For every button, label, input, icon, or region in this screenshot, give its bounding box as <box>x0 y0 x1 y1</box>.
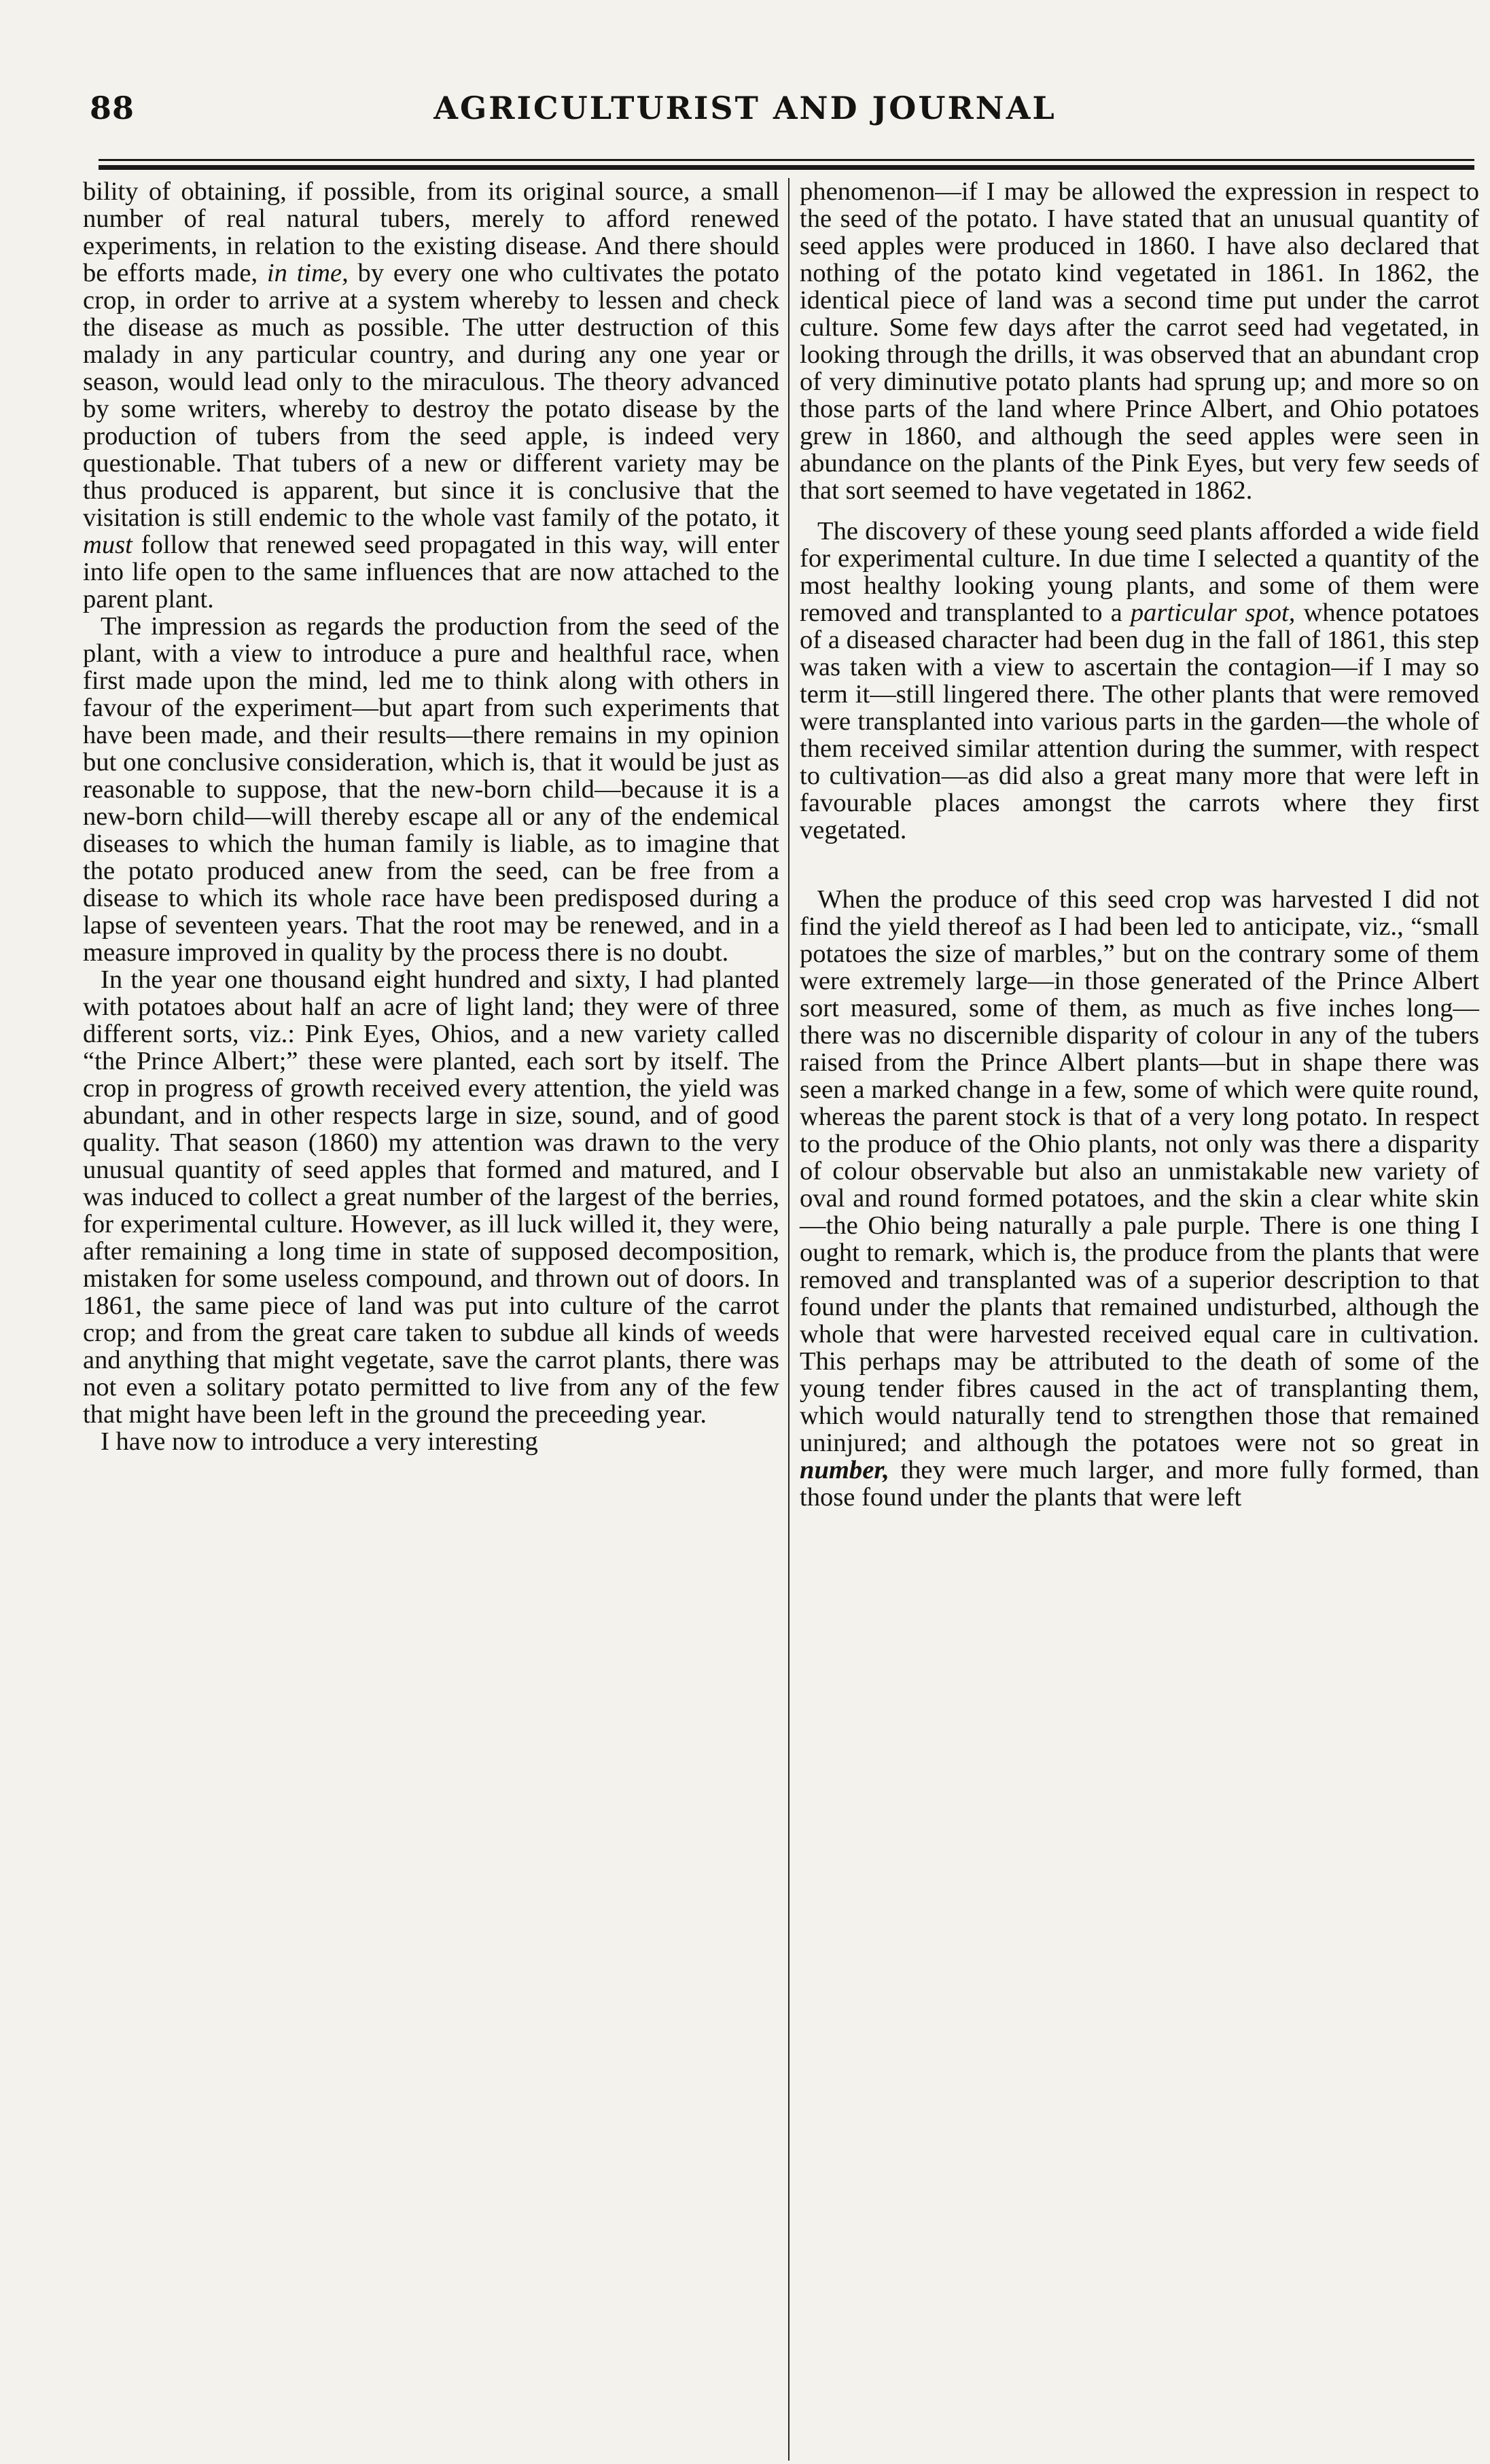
left-paragraph-3: In the year one thousand eight hundred and sixty, I had planted with potatoes about half an acre of light land; they were of three different sorts, viz.: Pink Eyes, Ohios, and a new variety called “the Prince Albert;” these were planted, each sort by itself. The crop in progress of growth received every attention, the yield was abundant, and in other respects large in size, sound, and of good quality. That season (1860) my attention was drawn to the very unusual quantity of seed apples that formed and matured, and I was induced to collect a great number of the largest of the berries, for experimental culture. However, as ill luck willed it, they were, after remaining a long time in state of supposed decomposition, mistaken for some useless compound, and thrown out of doors. In 1861, the same piece of land was put into culture of the carrot crop; and from the great care taken to subdue all kinds of weeds and anything that might vegetate, save the carrot plants, there was not even a solitary potato permitted to live from any of the few that might have been left in the ground the preceeding year. <box>83 965 779 1429</box>
right-paragraph-1: phenomenon—if I may be allowed the expression in respect to the seed of the potato. I have stated that an unusual quantity of seed apples were produced in 1860. I have also declared that nothing of the potato kind vegetated in 1861. In 1862, the identical piece of land was a second time put under the carrot culture. Some few days after the carrot seed had vegetated, in looking through the drills, it was observed that an abundant crop of very diminutive potato plants had sprung up; and more so on those parts of the land where Prince Albert, and Ohio potatoes grew in 1860, and although the seed apples were seen in abundance on the plants of the Pink Eyes, but very few seeds of that sort seemed to have vegetated in 1862. <box>800 177 1479 505</box>
right-column <box>800 178 1479 1511</box>
emphasis-text: must <box>83 531 132 559</box>
running-head-title: AGRICULTURIST AND JOURNAL <box>433 90 1057 126</box>
left-paragraph-2: The impression as regards the production from the seed of the plant, with a view to introduce a pure and healthful race, when first made upon the mind, led me to think along with others in favour of the experiment—but apart from such experiments that have been made, and their results—there remains in my opinion but one conclusive consideration, which is, that it would be just as reasonable to suppose, that the new-born child—because it is a new-born child—will thereby escape all or any of the endemical diseases to which the human family is liable, as to imagine that the potato produced anew from the seed, can be free from a disease to which its whole race have been predisposed during a lapse of seventeen years. That the root may be renewed, and in a measure improved in quality by the process there is no doubt. <box>83 612 779 967</box>
emphasis-text: in time, <box>266 259 349 287</box>
header-rule-thick <box>99 165 1474 170</box>
header-rule-thin <box>99 159 1474 161</box>
left-paragraph-1: bility of obtaining, if possible, from its original source, a small number of real natural tubers, merely to afford renewed experiments, in relation to the existing disease. And there should be efforts made, in time, by every one who cultivates the potato crop, in order to arrive at a system whereby to lessen and check the disease as much as possible. The utter destruction of this malady in any particular country, and during any one year or season, would lead only to the miraculous. The theory advanced by some writers, whereby to destroy the potato disease by the production of tubers from the seed apple, is indeed very questionable. That tubers of a new or different variety may be thus produced is apparent, but since it is conclusive that the visitation is still endemic to the whole vast family of the potato, it must follow that renewed seed propagated in this way, will enter into life open to the same influences that are now attached to the parent plant. <box>83 177 779 613</box>
right-paragraph-2: The discovery of these young seed plants afforded a wide field for experimental culture. In due time I selected a quantity of the most healthy looking young plants, and some of them were removed and transplanted to a particular spot, whence potatoes of a diseased character had been dug in the fall of 1861, this step was taken with a view to ascertain the contagion—if I may so term it—still lingered there. The other plants that were removed were transplanted into various parts in the garden—the whole of them received similar attention during the summer, with respect to cultivation—as did also a great many more that were left in favourable places amongst the carrots where they first vegetated. <box>800 517 1479 844</box>
page-header <box>0 0 1490 149</box>
left-paragraph-4: I have now to introduce a very interesting <box>101 1427 538 1456</box>
emphasis-text: particular spot, <box>1130 599 1296 627</box>
left-column <box>83 178 779 1455</box>
page-number: 88 <box>90 90 135 126</box>
column-divider <box>788 178 790 2461</box>
right-paragraph-3: When the produce of this seed crop was harvested I did not find the yield thereof as I had been led to anticipate, viz., “small potatoes the size of marbles,” but on the contrary some of them were extremely large—in those generated of the Prince Albert sort measured, some of them, as much as five inches long—there was no discernible disparity of colour in any of the tubers raised from the Prince Albert plants—but in shape there was seen a marked change in a few, some of which were quite round, whereas the parent stock is that of a very long potato. In respect to the produce of the Ohio plants, not only was there a disparity of colour observable but also an unmistakable new variety of oval and round formed potatoes, and the skin a clear white skin—the Ohio being naturally a pale purple. There is one thing I ought to remark, which is, the produce from the plants that were removed and transplanted was of a superior description to that found under the plants that remained undisturbed, although the whole that were harvested received equal care in cultivation. This perhaps may be attributed to the death of some of the young tender fibres caused in the act of transplanting them, which would naturally tend to strengthen those that remained uninjured; and although the potatoes were not so great in number, they were much larger, and more fully formed, than those found under the plants that were left <box>800 885 1479 1512</box>
emphasis-text: number, <box>800 1456 889 1484</box>
